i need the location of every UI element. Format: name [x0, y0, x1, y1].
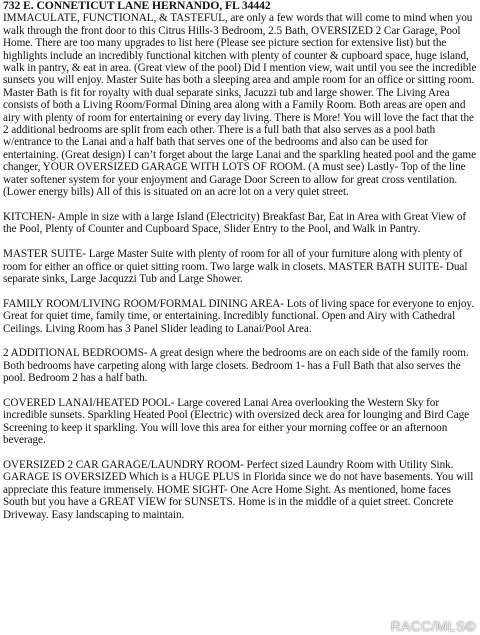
lanai-pool-paragraph: COVERED LANAI/HEATED POOL- Large covered Lanai Area overlooking the Western Sky for incredible sunsets. Sparkling Heated Pool (Electric) with oversized deck area for lounging and Bird Cage Screening to keep it sparkling. You will love this area for either your morning coffee or an afternoon beverage.: [3, 396, 470, 447]
mls-watermark: RACC/MLS©: [390, 618, 476, 634]
garage-laundry-paragraph: OVERSIZED 2 CAR GARAGE/LAUNDRY ROOM- Perfect sized Laundry Room with Utility Sink. GARAGE IS OVERSIZED Which is a HUGE PLUS in Florida since we do not have basements. You will appreciate this feature immensely. HOME SIGHT- One Acre Home Sight. As mentioned, home faces South but you have a GREAT VIEW for SUNSETS. Home is in the middle of a quiet street. Concrete Driveway. Easy landscaping to maintain.: [3, 458, 474, 521]
property-address-heading: 732 E. CONNETICUT LANE HERNANDO, FL 34442: [3, 0, 271, 12]
listing-document: [3, 0, 478, 533]
overview-paragraph: IMMACULATE, FUNCTIONAL, & TASTEFUL, are only a few words that will come to mind when you walk through the front door to this Citrus Hills-3 Bedroom, 2.5 Bath, OVERSIZED 2 Car Garage, Pool Home. There are too many upgrades to list here (Please see picture section for extensive list) but the highlights include an incredibly functional kitchen with plenty of counter & cupboard space, huge island, walk in pantry, & eat in area. (Great view of the pool) Did I mention view, wait until you see the incredible sunsets you will enjoy. Master Suite has both a sleeping area and ample room for an office or sitting room. Master Bath is fit for royalty with dual separate sinks, Jacuzzi tub and large shower. The Living Area consists of both a Living Room/Formal Dining area along with a Family Room. Both areas are open and airy with plenty of room for entertaining or every day living. There is More! You will love the fact that the 2 additional bedrooms are split from each other. There is a full bath that also serves as a pool bath w/entrance to the Lanai and a half bath that serves one of the bedrooms and also can be used for entertaining. (Great design) I can’t forget about the large Lanai and the sparkling heated pool and the game changer, YOUR OVERSIZED GARAGE WITH LOTS OF ROOM. (A must see) Lastly- Top of the line water softener system for your enjoyment and Garage Door Screen to allow for great cross ventilation. (Lower energy bills) All of this is situated on an acre lot on a very quiet street.: [3, 12, 477, 199]
family-room-paragraph: FAMILY ROOM/LIVING ROOM/FORMAL DINING AREA- Lots of living space for everyone to enjoy. Great for quiet time, family time, or entertaining. Incredibly functional. Open and Airy with Cathedral Ceilings. Living Room has 3 Panel Slider leading to Lanai/Pool Area.: [3, 297, 474, 335]
master-suite-paragraph: MASTER SUITE- Large Master Suite with plenty of room for all of your furniture along with plenty of room for either an office or quiet sitting room. Two large walk in closets. MASTER BATH SUITE- Dual separate sinks, Large Jacquzzi Tub and Large Shower.: [3, 248, 468, 285]
additional-bedrooms-paragraph: 2 ADDITIONAL BEDROOMS- A great design where the bedrooms are on each side of the family room. Both bedrooms have carpeting along with large closets. Bedroom 1- has a Full Bath that also serves the pool. Bedroom 2 has a half bath.: [3, 347, 469, 385]
kitchen-paragraph: KITCHEN- Ample in size with a large Island (Electricity) Breakfast Bar, Eat in Area with Great View of the Pool, Plenty of Counter and Cupboard Space, Slider Entry to the Pool, and Walk in Pantry.: [3, 210, 467, 236]
